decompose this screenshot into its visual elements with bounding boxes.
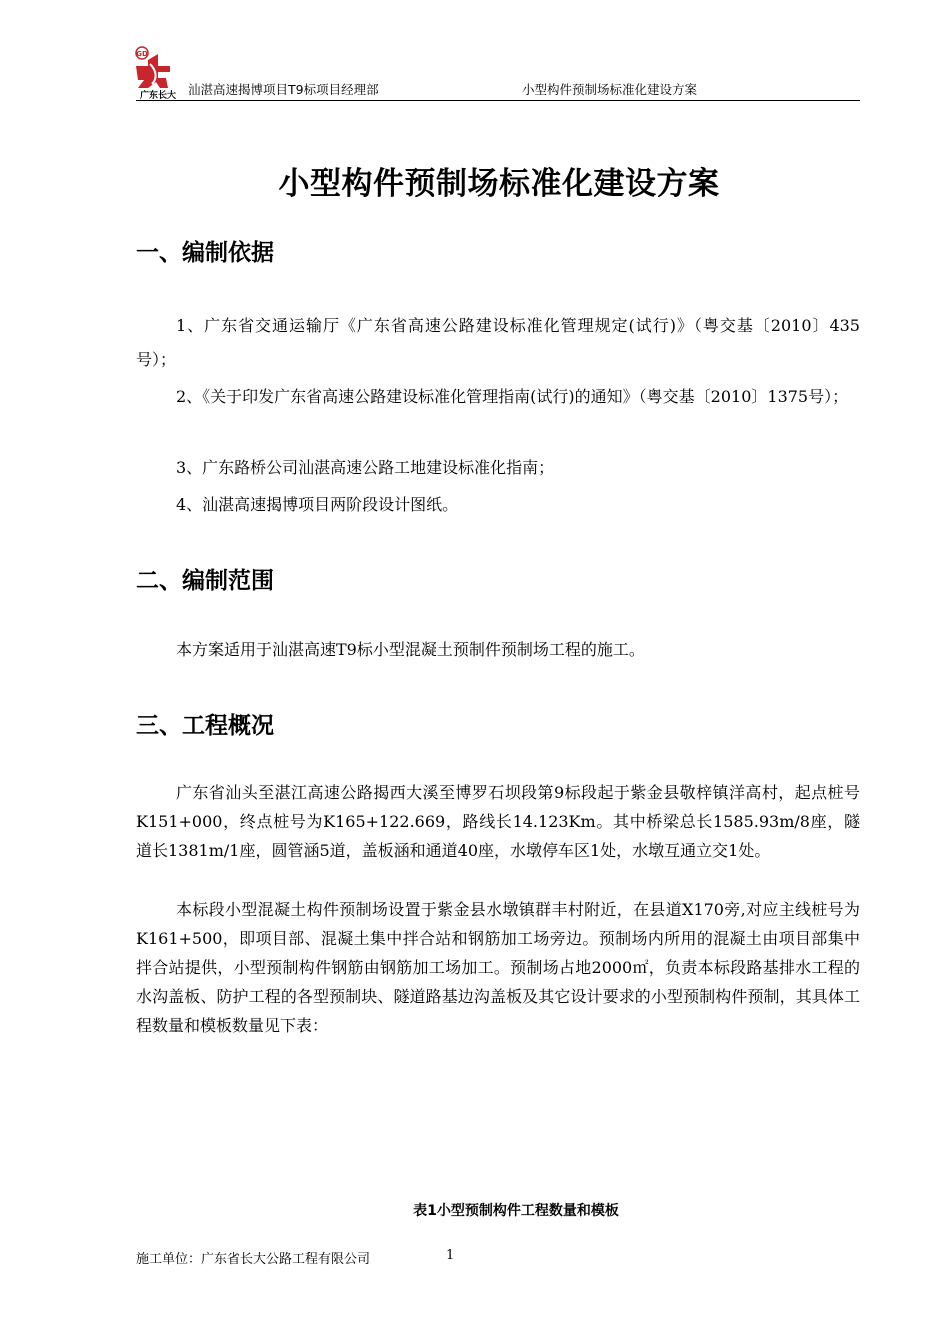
section-1-item-1: 1、广东省交通运输厅《广东省高速公路建设标准化管理规定(试行)》（粤交基〔2010〕435号）；: [136, 316, 860, 369]
svg-text:GD: GD: [136, 50, 148, 58]
section-3-paragraph-1: 广东省汕头至湛江高速公路揭西大溪至博罗石坝段第9标段起于紫金县敬梓镇洋高村，起点桩号K151+000，终点桩号为K165+122.669，路线长14.123Km。其中桥梁总长1585.93m/8座，隧道长1381m/1座，圆管涵5道，盖板涵和通道40座，水墩停车区1处，水墩互通立交1处。: [136, 783, 860, 860]
company-logo: [130, 44, 188, 100]
footer-page-number: 1: [446, 1248, 455, 1263]
footer-company: 施工单位：广东省长大公路工程有限公司: [136, 1252, 371, 1267]
table-caption: 表1小型预制构件工程数量和模板: [413, 1203, 619, 1219]
section-1-item-4: 4、汕湛高速揭博项目两阶段设计图纸。: [176, 495, 459, 514]
header-document-name: 小型构件预制场标准化建设方案: [522, 82, 698, 97]
svg-text:广东长大: 广东长大: [139, 91, 177, 100]
section-1-item-2: 2、《关于印发广东省高速公路建设标准化管理指南(试行)的通知》（粤交基〔2010〕1375号）；: [176, 387, 849, 406]
page-header: [136, 44, 860, 102]
section-2-heading: 二、编制范围: [136, 568, 274, 594]
section-3-paragraph-2: 本标段小型混凝土构件预制场设置于紫金县水墩镇群丰村附近，在县道X170旁,对应主线桩号为K161+500，即项目部、混凝土集中拌合站和钢筋加工场旁边。预制场内所用的混凝土由项目部集中拌合站提供，小型预制构件钢筋由钢筋加工场加工。预制场占地2000㎡，负责本标段路基排水工程的水沟盖板、防护工程的各型预制块、隧道路基边沟盖板及其它设计要求的小型预制构件预制，其具体工程数量和模板数量见下表：: [136, 900, 860, 1035]
section-1-item-3: 3、广东路桥公司汕湛高速公路工地建设标准化指南；: [176, 458, 555, 477]
section-3-heading: 三、工程概况: [136, 713, 274, 739]
section-2-text: 本方案适用于汕湛高速T9标小型混凝土预制件预制场工程的施工。: [176, 640, 645, 659]
company-logo-icon: [130, 44, 188, 100]
section-1-heading: 一、编制依据: [136, 240, 274, 266]
header-rule: [136, 100, 860, 101]
header-project-name: 汕湛高速揭博项目T9标项目经理部: [188, 82, 379, 97]
document-title: 小型构件预制场标准化建设方案: [278, 166, 720, 202]
